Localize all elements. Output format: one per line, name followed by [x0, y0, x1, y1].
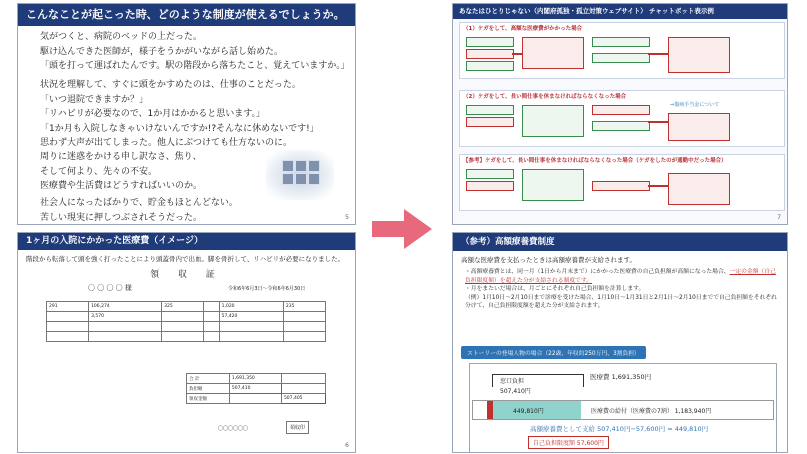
text-line: 駆け込んできた医師が，様子をうかがいながら話し始めた。: [40, 46, 284, 57]
benefit-label: 医療費の給付（医療費の7割） 1,183,940円: [591, 408, 712, 415]
paragraph-4: [40, 196, 238, 225]
calc-text: 高額療養費として支給 507,410円−57,600円 = 449,810円: [530, 425, 709, 433]
slide-subtitle: 階段から転落して頭を強く打ったことにより頭蓋骨内で出血。脚を骨折して、リハビリが必要になりました。: [26, 255, 345, 263]
section-sick-leave: [459, 90, 785, 147]
highlight-text: 一定の金額（自己負担限度額）を超えた分が支給される制度です。: [465, 269, 776, 284]
cell: 106,274: [89, 302, 162, 312]
paragraph-2: [40, 78, 319, 151]
receipt-stamp: 領収印: [286, 421, 309, 434]
limit-segment: [487, 401, 493, 419]
page-number: 5: [345, 214, 349, 221]
section-title: （2）ケガをして、長い間仕事を休まなければならなくなった場合: [463, 94, 627, 100]
next-arrow-icon: [372, 209, 432, 253]
patient-name: 〇 〇 〇 〇 様: [88, 284, 132, 292]
slide-title: 1ヶ月の入院にかかった医療費（イメージ）: [18, 233, 355, 250]
cost-diagram: [469, 363, 777, 453]
slide-receipt: [17, 232, 356, 453]
charge-value: 507,410: [229, 384, 281, 394]
sick-pay-link[interactable]: ⇒傷病手当金について: [670, 102, 720, 108]
paid-value: 507,405: [281, 394, 325, 404]
charge-label: 負担額: [187, 384, 230, 394]
text-line: 「いつ退院できますか？」: [40, 94, 149, 105]
text-line: ・高額療養費とは、同一月（1日から月末まで）にかかった医療費の自己負担額が高額になった場合、: [465, 269, 730, 275]
receipt-table: [46, 301, 326, 342]
cell: 1,020: [219, 302, 283, 312]
text-line: 「リハビリが必要なので、1か月はかかると思います。」: [40, 109, 266, 119]
cell: 291: [47, 302, 89, 312]
bullet-2: ・月をまたいだ場合は、月ごとにそれぞれ自己負担額を計算します。: [465, 286, 645, 292]
totals-table: [186, 373, 326, 404]
page-number: 6: [345, 442, 349, 449]
cell: 57,420: [219, 312, 283, 322]
cell: 235: [283, 302, 325, 312]
text-line: 思わず大声が出てしまった。他人にぶつけても仕方ないのに。: [40, 138, 293, 148]
cost-bar: [472, 400, 774, 420]
text-line: 医療費や生活費はどうすればいいのか。: [40, 181, 203, 191]
bullet-1: [465, 268, 779, 285]
text-line: 気がつくと、病院のベッドの上だった。: [40, 32, 203, 42]
bullet-3: （例）1月10日～2月10日まで診療を受けた場合、1月10日～1月31日と2月1日～2月10日までで自己負担額をそれぞれ分けて、自己負担限度額を超えた分が支給されます。: [465, 294, 777, 309]
total-label: 合 計: [187, 374, 230, 384]
cell: 3,570: [89, 312, 162, 322]
section-commute-injury: [459, 154, 785, 211]
footer-text: 〇〇〇〇〇〇: [218, 426, 249, 432]
slide-high-cost-system: [452, 232, 788, 453]
paid-label: 領収金額: [187, 394, 230, 404]
lead-text: 高額な医療費を支払ったときは高額療養費が支給されます。: [461, 256, 636, 264]
page-number: 7: [777, 214, 781, 221]
text-line: そして何より、先々の不安。: [40, 166, 158, 177]
text-line: 周りに迷惑をかける申し訳なさ、焦り、: [40, 152, 202, 162]
section-medical-cost: [459, 22, 785, 79]
cell: 325: [162, 302, 204, 312]
slide-title: こんなことが起こった時、どのような制度が使えるでしょうか。: [18, 4, 355, 26]
slide-story: [17, 3, 356, 225]
paragraph-3: [40, 150, 202, 194]
hospital-window-image: [266, 150, 334, 200]
paragraph-1: [40, 30, 350, 74]
text-line: 苦しい現実に押しつぶされそうだった。: [40, 212, 203, 223]
slide-title: あなたはひとりじゃない（内閣府孤独・孤立対策ウェブサイト） チャットボット表示例: [453, 4, 787, 19]
text-line: 状況を理解して、すぐに頭をかすめたのは、仕事のことだった。: [40, 80, 301, 90]
billing-period: 令和6年6月3日～令和6年6月30日: [228, 286, 306, 292]
text-line: 社会人になったばかりで、貯金もほとんどない。: [40, 198, 238, 208]
counter-value: 507,410円: [500, 388, 531, 395]
limit-label: 自己負担限度額 57,600円: [528, 436, 609, 449]
receipt-title: 領 収 証: [150, 270, 223, 280]
total-value: 1,691,350: [229, 374, 281, 384]
text-line: 「頭を打って運ばれたんです。駅の階段から落ちたこと、覚えていますか。」: [40, 61, 350, 71]
story-label: ストーリーの登場人物の場合（22歳、年収約250万円、3割負担）: [461, 346, 646, 359]
text-line: 「1か月も入院しなきゃいけないんですか!?そんなに休めないです!」: [40, 123, 319, 134]
slide-title: （参考）高額療養費制度: [453, 233, 787, 251]
slide-chatbot-example: [452, 3, 788, 225]
refund-value: 449,810円: [513, 408, 544, 415]
section-title: （1）ケガをして、高額な医療費がかかった場合: [463, 26, 583, 32]
counter-label: 窓口負担: [500, 378, 525, 385]
medical-cost-label: 医療費 1,691,350円: [590, 373, 652, 381]
section-title: 【参考】ケガをして、長い間仕事を休まなければならなくなった場合（ケガをしたのが通勤中だった場合）: [463, 158, 727, 164]
